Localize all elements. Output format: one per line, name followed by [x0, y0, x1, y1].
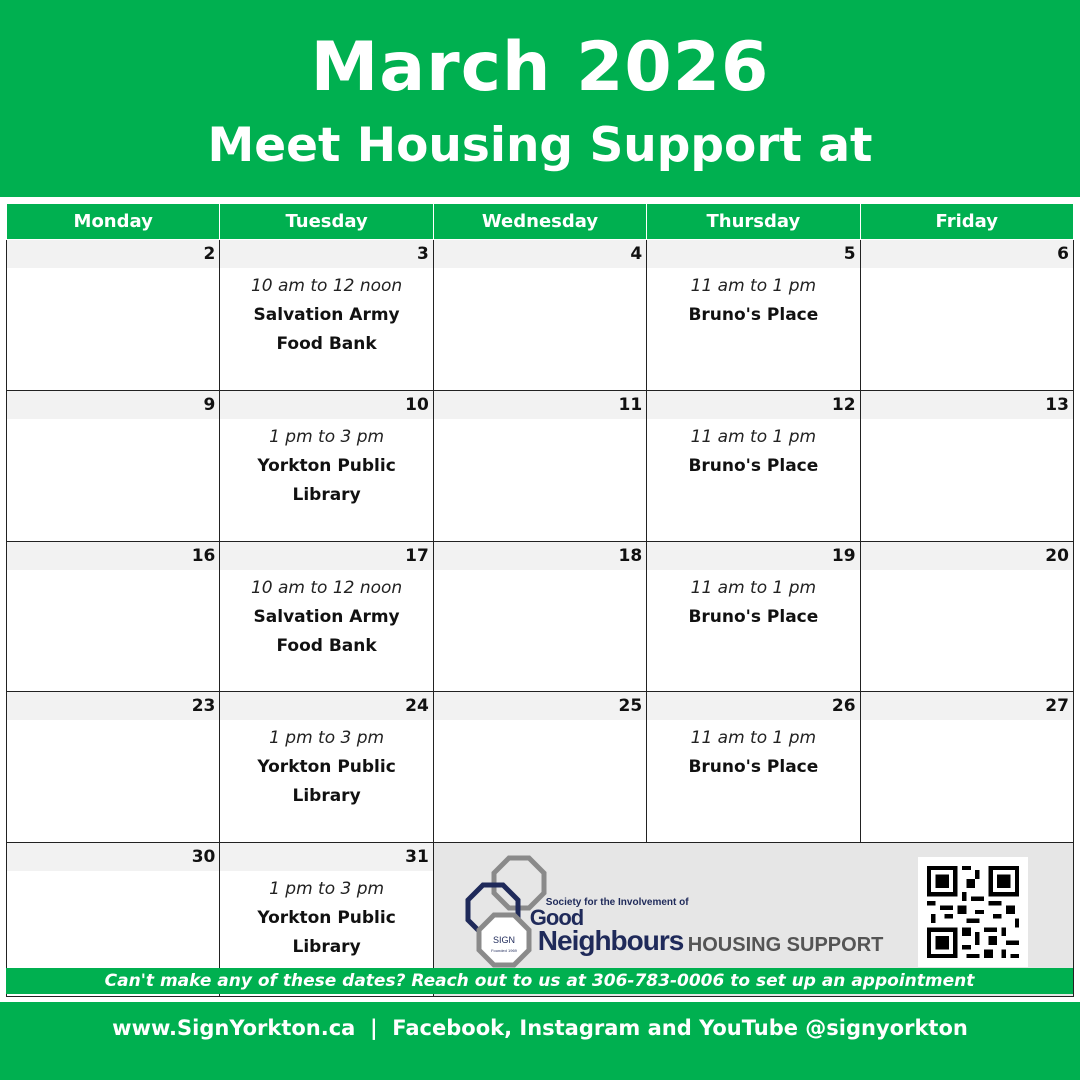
- day-number: 5: [647, 240, 859, 268]
- day-number: 6: [861, 240, 1073, 268]
- day-number: 27: [861, 692, 1073, 720]
- footer-contact-links[interactable]: www.SignYorkton.ca | Facebook, Instagram and YouTube @signyorkton: [112, 1016, 968, 1040]
- event-location: Yorkton Public Library: [257, 757, 396, 807]
- logo-housing-support: HOUSING SUPPORT: [687, 934, 884, 957]
- day-number: 2: [7, 240, 219, 268]
- calendar-week: [7, 390, 1074, 541]
- event-time: 1 pm to 3 pm: [269, 728, 385, 749]
- event-time: 10 am to 12 noon: [250, 577, 403, 598]
- day-cell: [860, 240, 1073, 391]
- day-cell: [433, 240, 646, 391]
- day-cell: [220, 541, 433, 692]
- qr-code-icon[interactable]: [918, 857, 1028, 967]
- weekday-wednesday: Wednesday: [433, 204, 646, 240]
- day-number: 23: [7, 692, 219, 720]
- day-number: 3: [220, 240, 432, 268]
- day-number: 12: [647, 391, 859, 419]
- calendar-week: [7, 541, 1074, 692]
- event-time: 1 pm to 3 pm: [269, 879, 385, 900]
- event-location: Bruno's Place: [688, 455, 819, 476]
- day-cell: [220, 240, 433, 391]
- logo-good: Good: [529, 905, 584, 931]
- day-number: 18: [434, 542, 646, 570]
- event-location: Salvation Army Food Bank: [253, 606, 400, 656]
- page-subtitle: Meet Housing Support at: [207, 118, 873, 173]
- event-location: Bruno's Place: [688, 757, 819, 778]
- day-number: 4: [434, 240, 646, 268]
- event-time: 1 pm to 3 pm: [269, 426, 385, 447]
- day-cell: [7, 541, 220, 692]
- day-cell: [647, 240, 860, 391]
- day-cell: [220, 390, 433, 541]
- logo-neighbours: Neighbours: [537, 925, 684, 957]
- weekday-monday: Monday: [7, 204, 220, 240]
- logo-sign-text: SIGN: [492, 935, 515, 946]
- event-location: Yorkton Public Library: [257, 455, 396, 505]
- calendar-grid: [6, 203, 1074, 997]
- day-number: 26: [647, 692, 859, 720]
- day-cell: [647, 692, 860, 843]
- day-number: 20: [861, 542, 1073, 570]
- footer-banner: [0, 1002, 1080, 1080]
- day-number: 13: [861, 391, 1073, 419]
- day-number: 16: [7, 542, 219, 570]
- event-time: 11 am to 1 pm: [690, 728, 817, 749]
- calendar-week: [7, 692, 1074, 843]
- day-number: 11: [434, 391, 646, 419]
- day-cell: [220, 692, 433, 843]
- day-cell: [433, 541, 646, 692]
- event-location: Salvation Army Food Bank: [253, 305, 400, 354]
- weekday-friday: Friday: [860, 204, 1073, 240]
- weekday-tuesday: Tuesday: [220, 204, 433, 240]
- day-cell: [433, 692, 646, 843]
- day-number: 24: [220, 692, 432, 720]
- day-cell: [7, 240, 220, 391]
- event-time: 10 am to 12 noon: [250, 276, 403, 296]
- day-number: 10: [220, 391, 432, 419]
- event-location: Bruno's Place: [688, 305, 819, 325]
- day-cell: [647, 541, 860, 692]
- calendar-week: [7, 240, 1074, 391]
- day-number: 9: [7, 391, 219, 419]
- weekday-thursday: Thursday: [647, 204, 860, 240]
- day-number: 31: [220, 843, 432, 871]
- logo-founded-text: Founded 1969: [490, 948, 517, 954]
- day-cell: [860, 541, 1073, 692]
- event-time: 11 am to 1 pm: [690, 426, 817, 447]
- event-location: Yorkton Public Library: [257, 908, 396, 958]
- day-number: 25: [434, 692, 646, 720]
- day-cell: [860, 390, 1073, 541]
- day-cell: [647, 390, 860, 541]
- event-time: 11 am to 1 pm: [690, 577, 817, 598]
- logo-tagline: Society for the Involvement of: [545, 897, 689, 909]
- day-number: 19: [647, 542, 859, 570]
- event-time: 11 am to 1 pm: [690, 276, 817, 296]
- weekday-header-row: [7, 204, 1074, 240]
- day-number: 30: [7, 843, 219, 871]
- page-title: March 2026: [310, 28, 770, 107]
- day-cell: [433, 390, 646, 541]
- event-location: Bruno's Place: [688, 606, 819, 627]
- header-banner: [0, 0, 1080, 197]
- day-cell: [7, 390, 220, 541]
- day-number: 17: [220, 542, 432, 570]
- day-cell: [860, 692, 1073, 843]
- appointment-notice: Can't make any of these dates? Reach out to us at 306-783-0006 to set up an appointment: [6, 968, 1073, 994]
- day-cell: [7, 692, 220, 843]
